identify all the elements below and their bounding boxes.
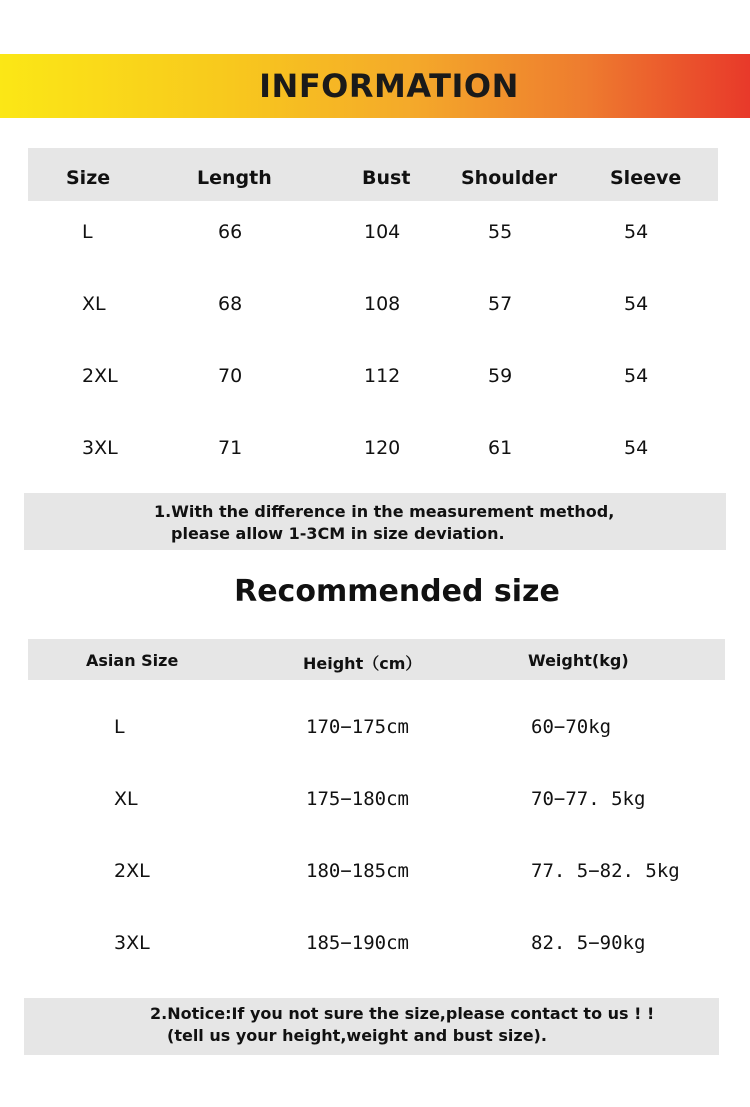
weight-cell: 77. 5−82. 5kg <box>531 860 680 882</box>
height-cell: 185−190cm <box>306 932 409 954</box>
note-line-2: please allow 1-3CM in size deviation. <box>171 524 505 543</box>
banner-title: INFORMATION <box>259 67 519 105</box>
length-cell: 70 <box>218 365 243 387</box>
weight-cell: 70−77. 5kg <box>531 788 646 810</box>
table-row <box>0 932 750 962</box>
header-height: Height（cm） <box>303 654 422 673</box>
table-row <box>0 437 750 467</box>
size-cell: 3XL <box>82 437 118 459</box>
weight-cell: 82. 5−90kg <box>531 932 646 954</box>
sleeve-cell: 54 <box>624 293 649 315</box>
header-shoulder: Shoulder <box>461 167 558 189</box>
measurement-note <box>24 493 726 550</box>
height-cell: 175−180cm <box>306 788 409 810</box>
header-bust: Bust <box>362 167 411 189</box>
header-size: Size <box>66 167 111 189</box>
length-cell: 68 <box>218 293 243 315</box>
table-row <box>0 716 750 746</box>
size-cell: 2XL <box>82 365 118 387</box>
recommended-table-header <box>28 639 725 680</box>
sleeve-cell: 54 <box>624 221 649 243</box>
sleeve-cell: 54 <box>624 437 649 459</box>
header-asian-size: Asian Size <box>86 651 179 670</box>
asian-size-cell: L <box>114 716 125 738</box>
bust-cell: 108 <box>364 293 401 315</box>
table-row <box>0 788 750 818</box>
size-cell: XL <box>82 293 106 315</box>
bust-cell: 120 <box>364 437 401 459</box>
note-line-1: 1.With the difference in the measurement method, <box>154 502 615 521</box>
size-cell: L <box>82 221 93 243</box>
height-cell: 180−185cm <box>306 860 409 882</box>
length-cell: 66 <box>218 221 243 243</box>
length-cell: 71 <box>218 437 243 459</box>
sleeve-cell: 54 <box>624 365 649 387</box>
bust-cell: 112 <box>364 365 401 387</box>
header-sleeve: Sleeve <box>610 167 682 189</box>
table-row <box>0 293 750 323</box>
asian-size-cell: 2XL <box>114 860 150 882</box>
weight-cell: 60−70kg <box>531 716 612 738</box>
notice-note <box>24 998 719 1055</box>
size-table-header <box>28 148 718 201</box>
table-row <box>0 860 750 890</box>
notice-line-2: (tell us your height,weight and bust size). <box>167 1026 547 1045</box>
information-banner <box>0 54 750 118</box>
shoulder-cell: 55 <box>488 221 513 243</box>
header-weight: Weight(kg) <box>528 651 629 670</box>
recommended-size-title: Recommended size <box>234 574 560 609</box>
asian-size-cell: 3XL <box>114 932 150 954</box>
header-length: Length <box>197 167 272 189</box>
notice-line-1: 2.Notice:If you not sure the size,please contact to us ! ! <box>150 1004 655 1023</box>
height-cell: 170−175cm <box>306 716 409 738</box>
shoulder-cell: 57 <box>488 293 513 315</box>
shoulder-cell: 59 <box>488 365 513 387</box>
table-row <box>0 365 750 395</box>
asian-size-cell: XL <box>114 788 138 810</box>
table-row <box>0 221 750 251</box>
bust-cell: 104 <box>364 221 401 243</box>
shoulder-cell: 61 <box>488 437 513 459</box>
